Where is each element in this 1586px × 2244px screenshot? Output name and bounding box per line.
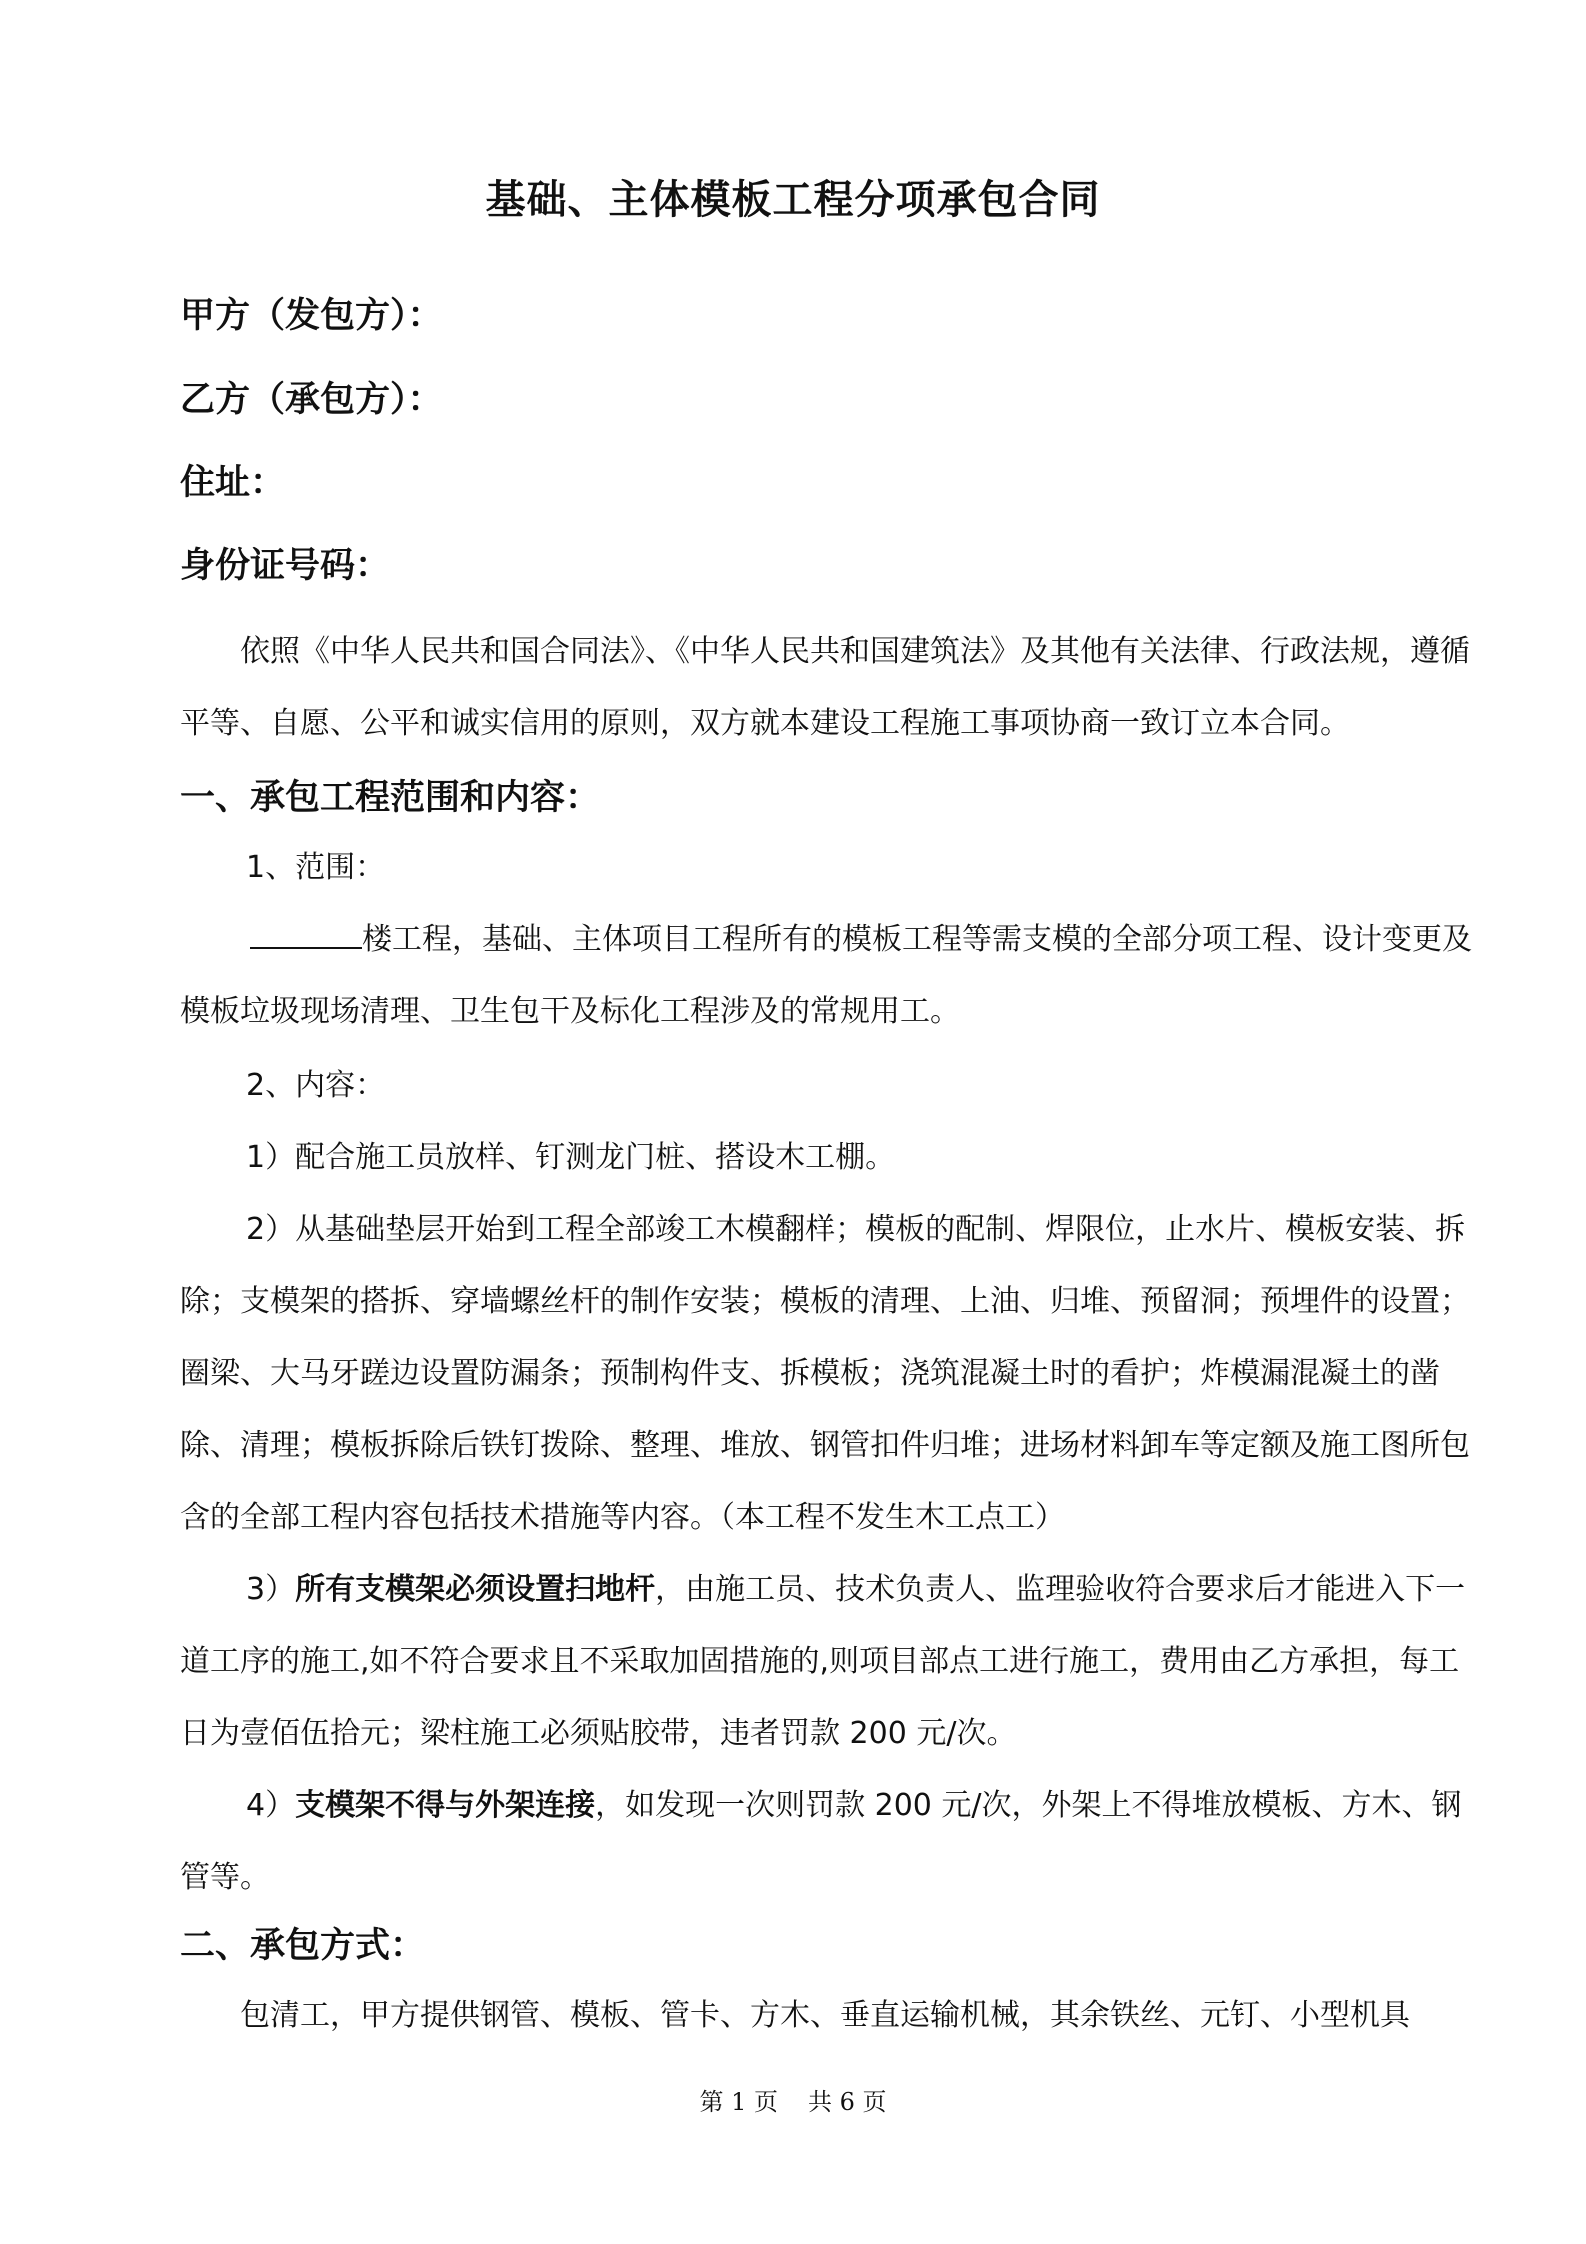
item-3-text: ，由施工员、技术负责人、监理验收符合要求后才能进入下一道工序的施工,如不符合要求且不采取加固措施的,则项目部点工进行施工，费用由乙方承担，每工日为壹佰伍拾元；梁柱施工必须贴胶带，违者罚款 200 元/次。 [180, 1572, 1466, 1751]
project-name-blank [250, 919, 362, 949]
item-3-number: 3） [246, 1572, 296, 1607]
page-footer [0, 2082, 1586, 2117]
page-number: 第 1 页 [699, 2088, 778, 2116]
id-number-label: 身份证号码： [180, 546, 391, 586]
content-item-3 [180, 1554, 1480, 1770]
item-4-number: 4） [246, 1788, 296, 1823]
section-1-heading: 一、承包工程范围和内容： [180, 778, 601, 818]
content-item-1: 1）配合施工员放样、钉测龙门桩、搭设木工棚。 [246, 1140, 896, 1175]
scope-label: 1、范围： [246, 850, 386, 885]
party-a-label: 甲方（发包方）： [180, 296, 443, 336]
item-4-bold-text: 支模架不得与外架连接 [295, 1788, 596, 1823]
address-label: 住址： [180, 463, 286, 503]
content-label: 2、内容： [246, 1068, 386, 1103]
item-4-text: ，如发现一次则罚款 200 元/次，外架上不得堆放模板、方木、钢管等。 [180, 1788, 1462, 1895]
total-pages: 共 6 页 [808, 2088, 887, 2116]
page-title: 基础、主体模板工程分项承包合同 [485, 177, 1101, 223]
content-item-2: 2）从基础垫层开始到工程全部竣工木模翻样；模板的配制、焊限位，止水片、模板安装、拆除；支模架的搭拆、穿墙螺丝杆的制作安装；模板的清理、上油、归堆、预留洞；预埋件的设置；圈梁、大马牙蹉边设置防漏条；预制构件支、拆模板；浇筑混凝土时的看护；炸模漏混凝土的凿除、清理；模板拆除后铁钉拨除、整理、堆放、钢管扣件归堆；进场材料卸车等定额及施工图所包含的全部工程内容包括技术措施等内容。（本工程不发生木工点工） [180, 1212, 1470, 1535]
party-b-label: 乙方（承包方）： [180, 380, 443, 420]
scope-text: 楼工程，基础、主体项目工程所有的模板工程等需支模的全部分项工程、设计变更及模板垃圾现场清理、卫生包干及标化工程涉及的常规用工。 [180, 922, 1472, 1029]
item-3-bold-text: 所有支模架必须设置扫地杆 [295, 1572, 656, 1607]
section-2-paragraph: 包清工，甲方提供钢管、模板、管卡、方木、垂直运输机械，其余铁丝、元钉、小型机具 [240, 1998, 1410, 2033]
section-2-heading: 二、承包方式： [180, 1926, 426, 1966]
scope-paragraph [180, 904, 1480, 1048]
content-item-4 [180, 1770, 1480, 1914]
preamble-paragraph: 依照《中华人民共和国合同法》、《中华人民共和国建筑法》及其他有关法律、行政法规，遵循平等、自愿、公平和诚实信用的原则，双方就本建设工程施工事项协商一致订立本合同。 [180, 634, 1470, 741]
